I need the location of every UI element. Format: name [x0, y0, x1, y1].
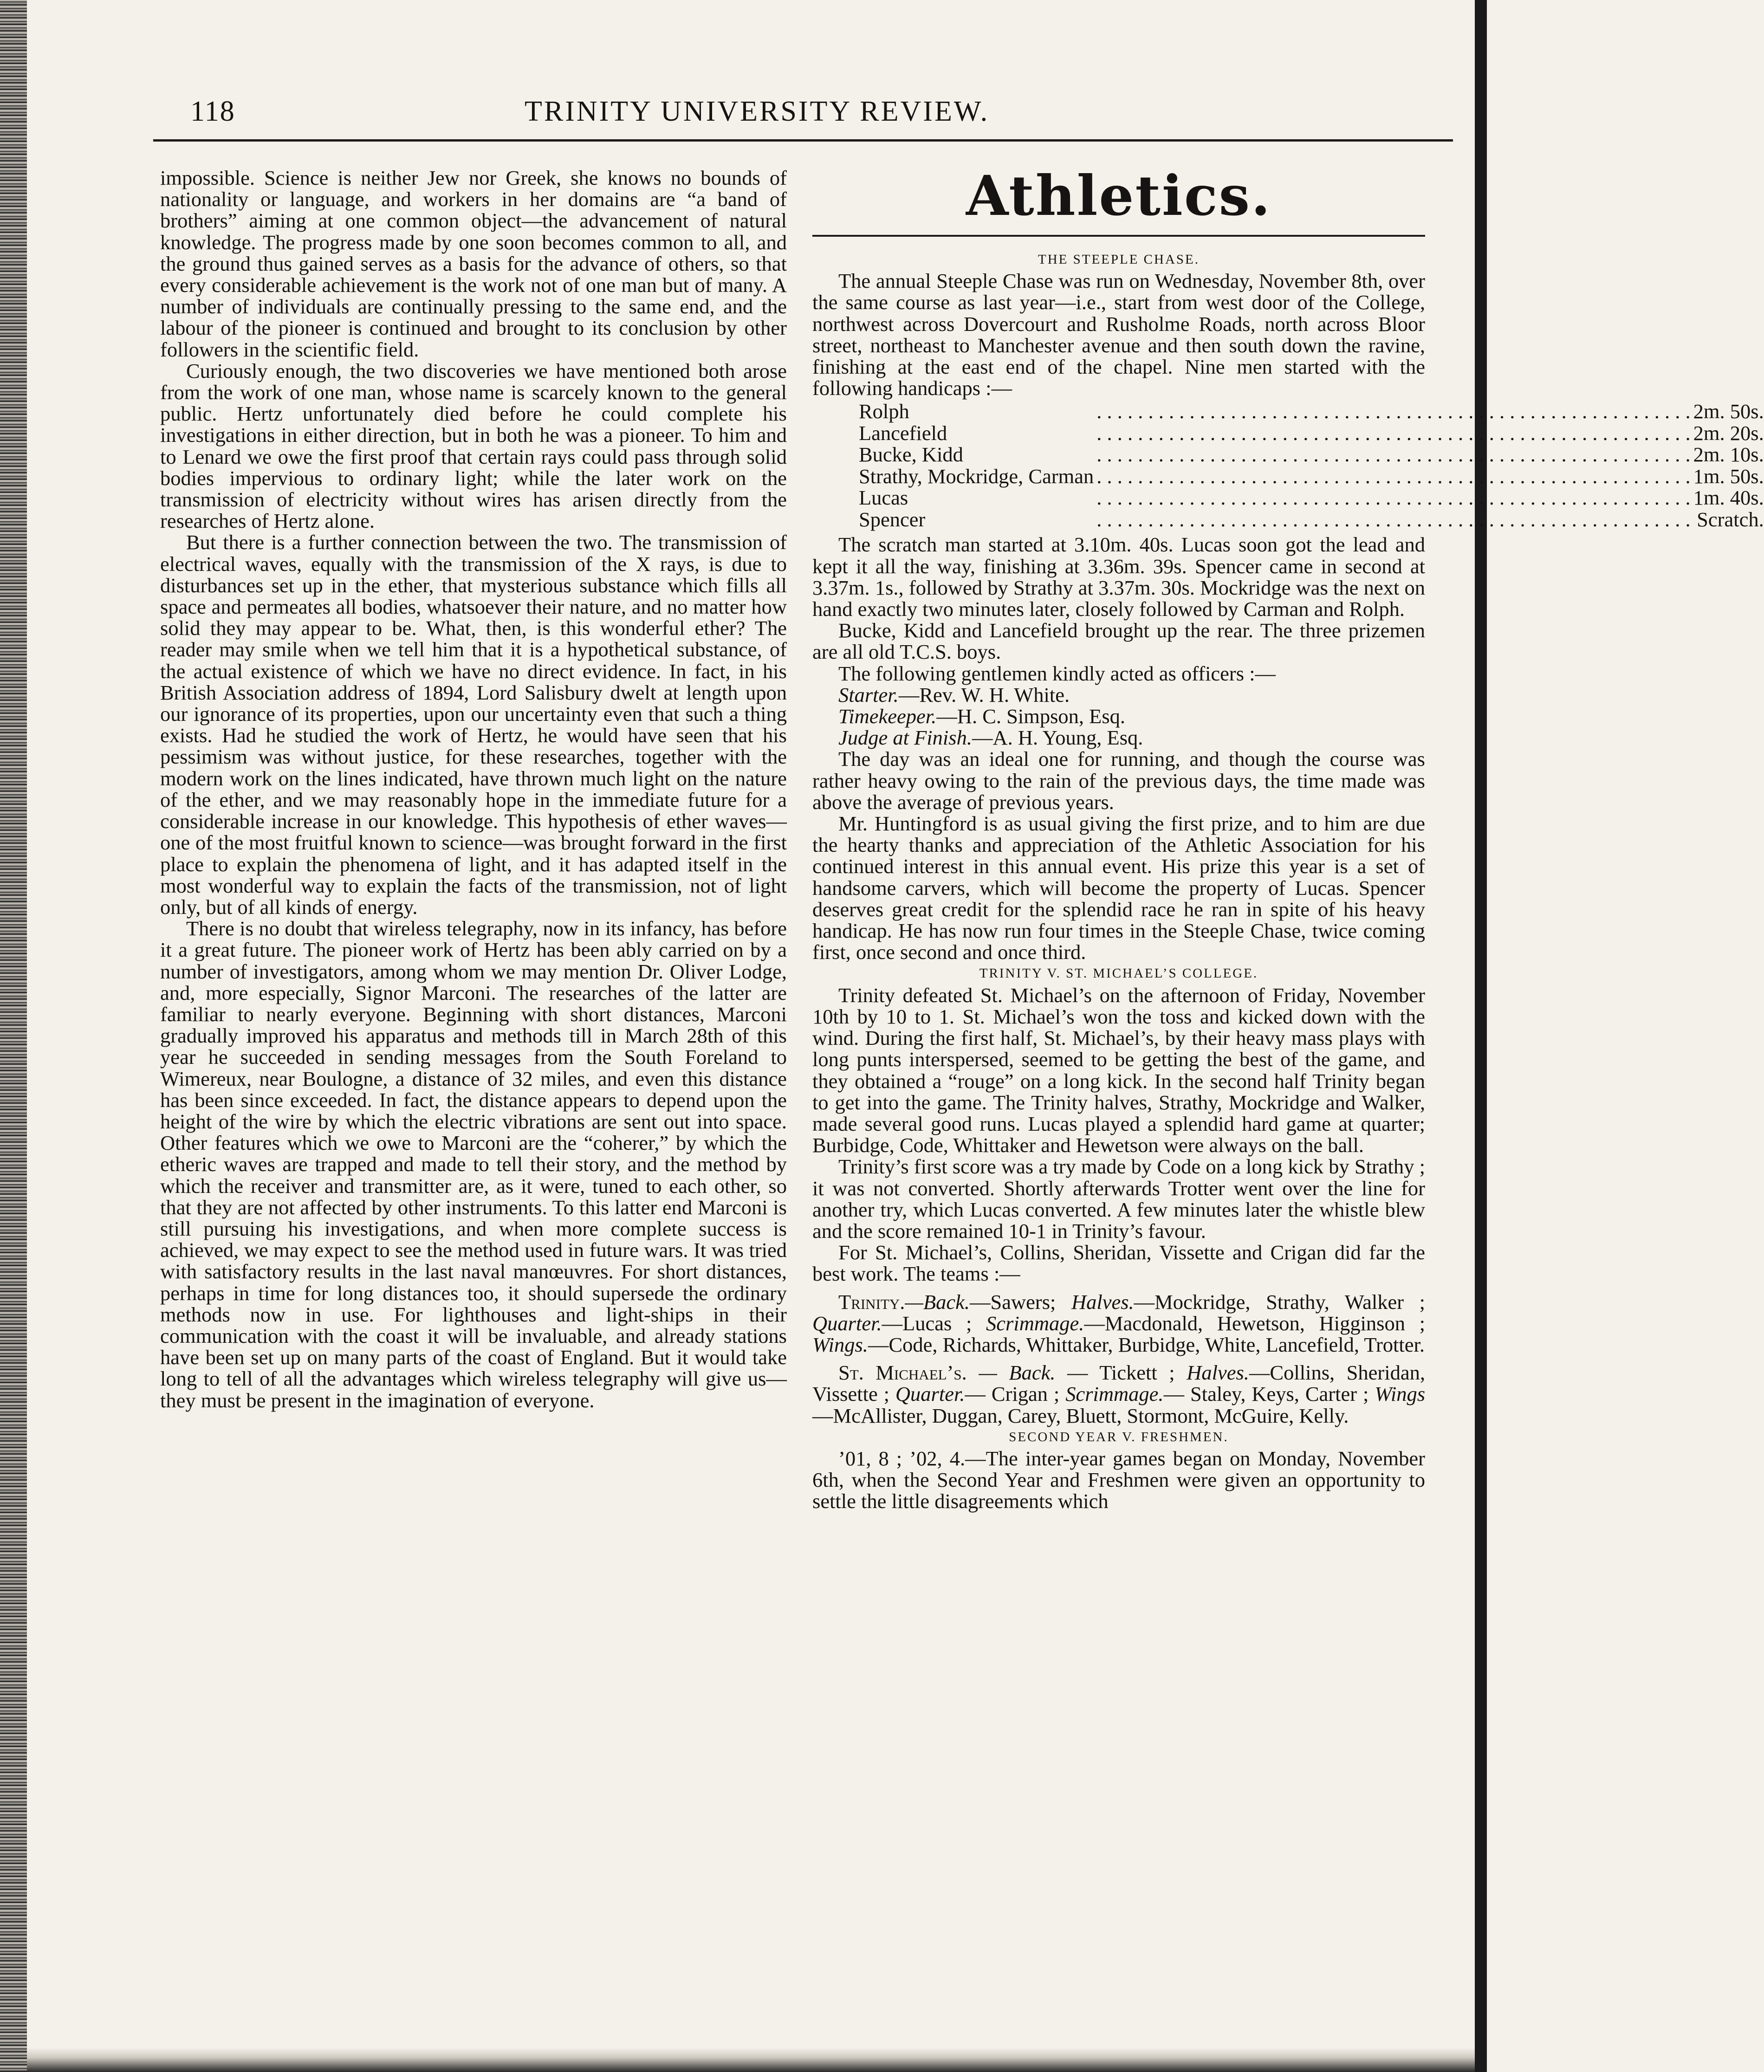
position-players: —Lucas ; [882, 1311, 972, 1335]
handicap-row [859, 422, 1764, 444]
handicap-time: 2m. 50s. [1693, 400, 1764, 423]
position-players: —Sawers; [969, 1290, 1056, 1314]
position-players: —Macdonald, Hewetson, Higginson ; [1084, 1311, 1426, 1335]
position-label: —Back. [905, 1290, 970, 1314]
position-players: —Code, Richards, Whittaker, Burbidge, White, Lancefield, Trotter. [868, 1333, 1425, 1356]
handicap-runner: Bucke, Kidd [859, 443, 963, 466]
handicap-time: 2m. 20s. [1693, 421, 1764, 445]
handicap-runner: Rolph [859, 400, 909, 423]
left-column [160, 167, 787, 1411]
position-label: Halves. [1071, 1290, 1134, 1314]
subheading-st-michaels: TRINITY V. ST. MICHAEL’S COLLEGE. [979, 966, 1258, 981]
team-name: St. Michael’s. [838, 1361, 967, 1385]
officer-role: Timekeeper. [838, 705, 937, 728]
handicap-table [859, 401, 1764, 530]
leader-dots [1096, 422, 1690, 444]
handicap-runner: Lucas [859, 486, 908, 510]
page-number: 118 [190, 96, 235, 127]
right-column [812, 163, 1764, 1513]
position-label: Quarter. [895, 1382, 965, 1406]
handicap-runner: Spencer [859, 507, 926, 531]
officer-name: —A. H. Young, Esq. [972, 726, 1143, 750]
section-rule [812, 235, 1425, 237]
handicap-time: 2m. 10s. [1693, 443, 1764, 466]
st-michaels-paragraph: Trinity defeated St. Michael’s on the afternoon of Friday, November 10th by 10 to 1. St. Michael’s won the toss and kicked down with the wind. During the first half, St. Michael’s, by their heavy mass plays with long punts interspersed, seemed to be getting the best of the game, and they obtained a “rouge” on a long kick. In the second half Trinity began to get into the game. The Trinity halves, Strathy, Mockridge and Walker, made several good runs. Lucas played a splendid hard game at quarter; Burbidge, Code, Whittaker and Hewetson were always on the ball. [812, 983, 1425, 1157]
position-label: Scrimmage. [986, 1311, 1084, 1335]
officer-line [812, 727, 1425, 748]
handicap-row [859, 401, 1764, 422]
handicap-time: Scratch. [1697, 507, 1764, 531]
position-players: — Crigan ; [965, 1382, 1060, 1406]
subheading-second-year: SECOND YEAR V. FRESHMEN. [1009, 1429, 1229, 1444]
second-year-paragraph: ’01, 8 ; ’02, 4.—The inter-year games began on Monday, November 6th, when the Second Year and Freshmen were given an opportunity to settle the little disagreements which [812, 1446, 1425, 1513]
position-players: —Collins, Sheridan, Vissette ; [812, 1361, 1425, 1406]
scan-binding-edge [0, 0, 27, 2072]
handicap-time: 1m. 40s. [1693, 486, 1764, 510]
team-trinity [812, 1291, 1425, 1356]
handicap-row [859, 466, 1764, 487]
position-label: Halves. [1187, 1361, 1249, 1385]
team-name: Trinity. [838, 1290, 905, 1314]
position-players: — Staley, Keys, Carter ; [1163, 1382, 1369, 1406]
steeple-chase-rear: Bucke, Kidd and Lancefield brought up the rear. The three prizemen are all old T.C.S. boys. [812, 619, 1425, 664]
position-players: —Mockridge, Strathy, Walker ; [1134, 1290, 1426, 1314]
header-rule [153, 139, 1453, 142]
leader-dots [1096, 509, 1690, 531]
handicap-row [859, 509, 1764, 531]
leader-dots [1096, 466, 1690, 487]
officer-role: Judge at Finish. [838, 726, 972, 750]
officer-name: —Rev. W. H. White. [898, 683, 1070, 706]
section-title: Athletics. [966, 163, 1272, 228]
handicap-runner: Lancefield [859, 421, 947, 445]
st-michaels-paragraph: Trinity’s first score was a try made by Code on a long kick by Strathy ; it was not converted. Shortly afterwards Trotter went over the line for another try, which Lucas converted. A few minutes later the whistle blew and the score remained 10-1 in Trinity’s favour. [812, 1155, 1425, 1243]
position-players: — Tickett ; [1067, 1361, 1175, 1385]
position-label: — Back. [979, 1361, 1056, 1385]
team-st-michaels [812, 1362, 1425, 1426]
body-paragraph: There is no doubt that wireless telegraphy, now in its infancy, has before it a great future. The pioneer work of Hertz has been ably carried on by a number of investigators, among whom we may mention Dr. Oliver Lodge, and, more especially, Signor Marconi. The researches of the latter are familiar to nearly everyone. Beginning with short distances, Marconi gradually improved his apparatus and methods till in March 28th of this year he succeeded in sending messages from the South Foreland to Wimereux, near Boulogne, a distance of 32 miles, and even this distance has been since exceeded. In fact, the distance appears to depend upon the height of the wire by which the electric vibrations are sent out into space. Other features which we owe to Marconi are the “coherer,” by which the etheric waves are trapped and made to tell their story, and the method by which the receiver and transmitter are, as it were, tuned to each other, so that they are not affected by other instruments. To this latter end Marconi is still pursuing his investigations, and when more complete success is achieved, we may expect to see the method used in future wars. It was tried with satisfactory results in the last naval manœuvres. For short distances, perhaps in time for long distances too, it should supersede the ordinary methods now in use. For lighthouses and light-ships in their communication with the coast it will be invaluable, and already stations have been set up on many parts of the coast of England. But it would take long to tell of all the advantages which wireless telegraphy will give us—they must be present in the imagination of everyone. [160, 917, 787, 1412]
handicap-time: 1m. 50s. [1693, 464, 1764, 488]
handicap-runner: Strathy, Mockridge, Carman [859, 464, 1094, 488]
officer-line [812, 684, 1425, 706]
body-paragraph: Curiously enough, the two discoveries we have mentioned both arose from the work of one man, whose name is scarcely known to the general public. Hertz unfortunately died before he could complete his investigations in either direction, but in both he was a pioneer. To him and to Lenard we owe the first proof that certain rays could pass through solid bodies impervious to ordinary light; while the later work on the transmission of electricity without wires has arisen directly from the researches of Hertz alone. [160, 359, 787, 533]
officer-line [812, 706, 1425, 727]
position-label: Quarter. [812, 1311, 882, 1335]
steeple-chase-intro: The annual Steeple Chase was run on Wednesday, November 8th, over the same course as last year—i.e., start from west door of the College, northwest across Dovercourt and Rusholme Roads, north across Bloor street, northeast to Manchester avenue and then south down the ravine, finishing at the east end of the chapel. Nine men started with the following handicaps :— [812, 269, 1425, 400]
st-michaels-paragraph: For St. Michael’s, Collins, Sheridan, Vissette and Crigan did far the best work. The teams :— [812, 1241, 1425, 1286]
officer-name: —H. C. Simpson, Esq. [936, 705, 1126, 728]
position-label: Wings [1375, 1382, 1426, 1406]
steeple-chase-prize: Mr. Huntingford is as usual giving the first prize, and to him are due the hearty thanks and appreciation of the Athletic Association for his continued interest in this annual event. His prize this year is a set of handsome carvers, which will become the property of Lucas. Spencer deserves great credit for the splendid race he ran in spite of his heavy handicap. He has now run four times in the Steeple Chase, twice coming first, once second and once third. [812, 812, 1425, 964]
leader-dots [1096, 487, 1690, 509]
running-head: TRINITY UNIVERSITY REVIEW. [525, 96, 990, 127]
position-players: —McAllister, Duggan, Carey, Bluett, Stormont, McGuire, Kelly. [812, 1404, 1349, 1427]
leader-dots [1096, 444, 1690, 466]
body-paragraph: impossible. Science is neither Jew nor Greek, she knows no bounds of nationality or language, and workers in her domains are “a band of brothers” aiming at one common object—the advancement of natural knowledge. The progress made by one soon becomes common to all, and the ground thus gained serves as a basis for the advance of others, so that every considerable achievement is the work not of one man but of many. A number of individuals are continually pressing to the same end, and the labour of the pioneer is continued and brought to its conclusion by other followers in the scientific field. [160, 166, 787, 361]
position-label: Scrimmage. [1065, 1382, 1164, 1406]
scan-right-edge [1475, 0, 1487, 2072]
officer-role: Starter. [838, 683, 899, 706]
handicap-row [859, 487, 1764, 509]
scan-bottom-edge [27, 2048, 1475, 2072]
subheading-steeple-chase: THE STEEPLE CHASE. [1038, 252, 1200, 267]
handicap-row [859, 444, 1764, 466]
position-label: Wings. [812, 1333, 868, 1356]
officers-intro: The following gentlemen kindly acted as officers :— [838, 661, 1276, 685]
body-paragraph: But there is a further connection between the two. The transmission of electrical waves, equally with the transmission of the X rays, is due to disturbances set up in the ether, that mysterious substance which fills all space and permeates all bodies, whatsoever their nature, and no matter how solid they may appear to be. What, then, is this wonderful ether? The reader may smile when we tell him that it is a hypothetical substance, of the actual existence of which we have no direct evidence. In fact, in his British Association address of 1894, Lord Salisbury dwelt at length upon our ignorance of its properties, upon our uncertainty even that such a thing exists. Had he studied the work of Hertz, he would have seen that his pessimism was without justice, for these researches, together with the modern work on the lines indicated, have thrown much light on the nature of the ether, and we may reasonably hope in the immediate future for a considerable increase in our knowledge. This hypothesis of ether waves—one of the most fruitful known to science—was brought forward in the first place to explain the phenomena of light, and it has adapted itself in the most wonderful way to explain the facts of the transmission, not of light only, but of all kinds of energy. [160, 531, 787, 919]
steeple-chase-result: The scratch man started at 3.10m. 40s. Lucas soon got the lead and kept it all the way, finishing at 3.36m. 39s. Spencer came in second at 3.37m. 1s., followed by Strathy at 3.37m. 30s. Mockridge was the next on hand exactly two minutes later, closely followed by Carman and Rolph. [812, 533, 1425, 621]
leader-dots [1096, 401, 1690, 422]
steeple-chase-weather: The day was an ideal one for running, and though the course was rather heavy owing to the rain of the previous days, the time made was above the average of previous years. [812, 747, 1425, 814]
